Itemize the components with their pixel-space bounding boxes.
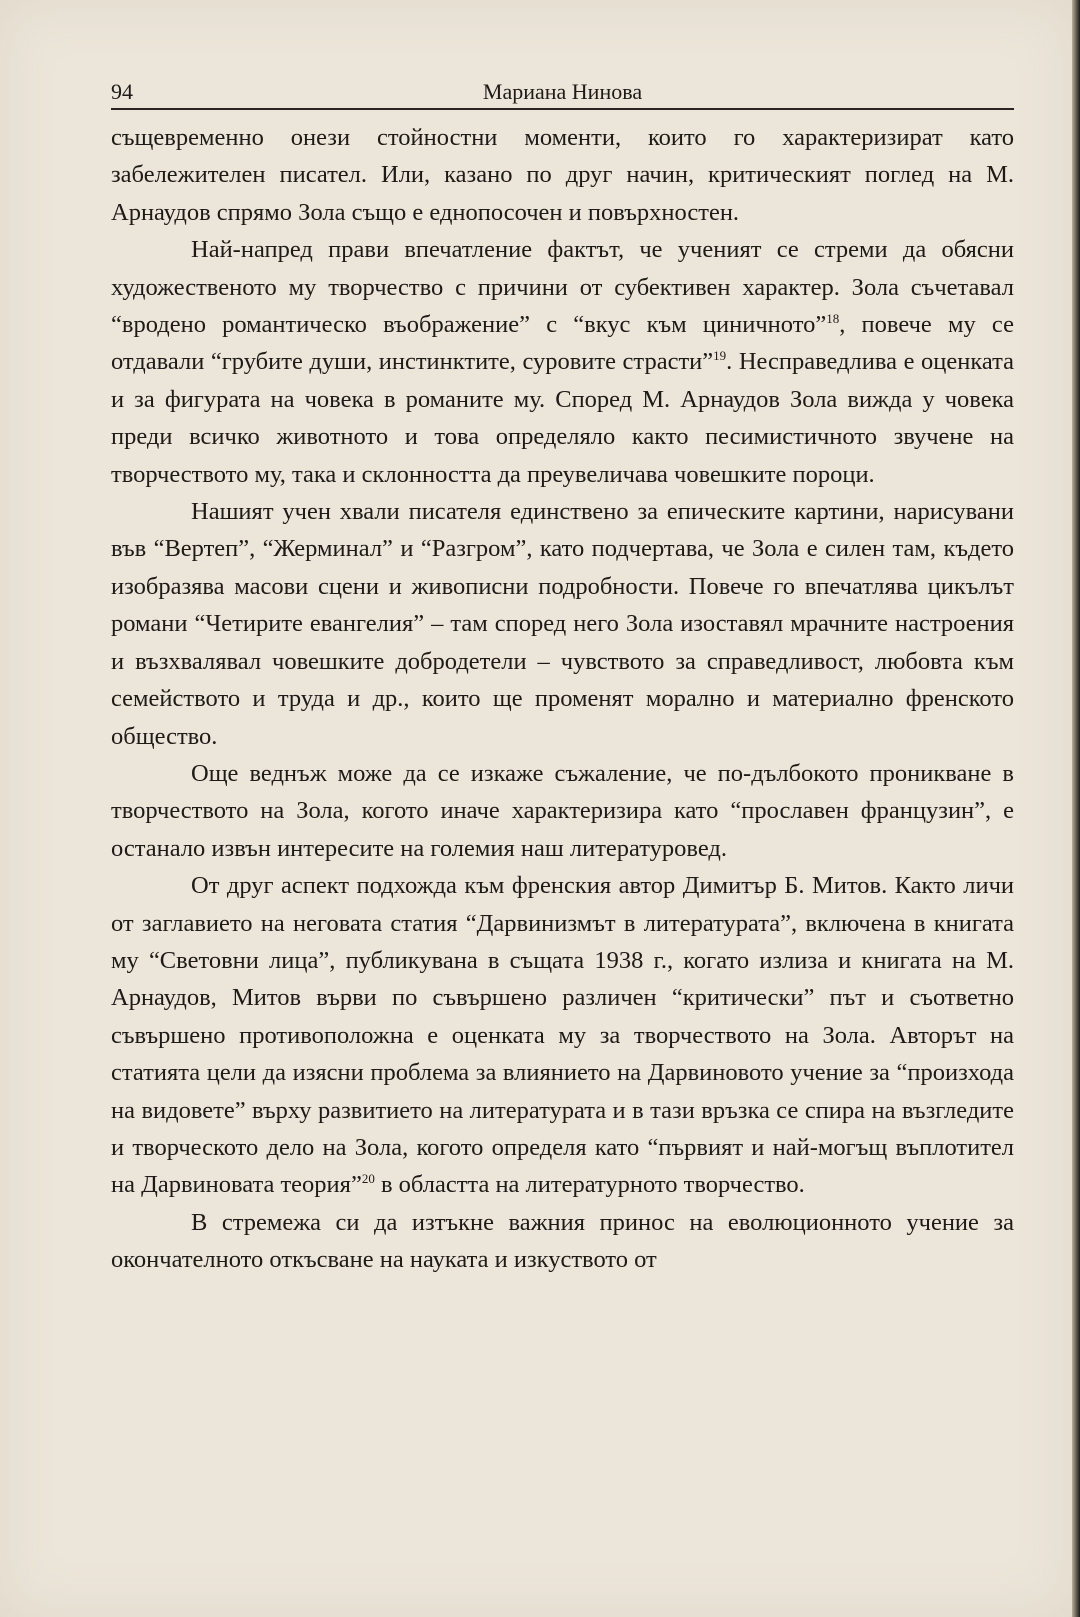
- book-spine-edge: [1072, 0, 1080, 1617]
- paragraph-text: От друг аспект подхожда към френския автор Димитър Б. Митов. Както личи от заглавието на неговата статия “Дарвинизмът в литературата”, включена в книгата му “Световни лица”, публикувана в същата 1938 г., когато излиза и книгата на М. Арнаудов, Митов върви по съвършено различен “критически” път и съответно съвършено противоположна е оценката му за творчеството на Зола. Авторът на статията цели да изясни проблема за влиянието на Дарвиновото учение за “произхода на видовете” върху развитието на литературата и в тази връзка се спира на възгледите и творческото дело на Зола, когото определя като “първият и най-могъщ въплотител на Дарвиновата теория”: [111, 872, 1014, 1199]
- paragraph-text: в областта на литературното творчество.: [374, 1171, 805, 1199]
- paragraph: В стремежа си да изтъкне важния принос на еволюционното учение за окончателното откъсване на науката и изкуството от: [111, 1208, 1014, 1274]
- running-head: Мариана Нинова: [482, 79, 643, 104]
- paragraph: същевременно онези стойностни моменти, които го характеризират като забележителен писател. Или, казано по друг начин, критическият поглед на М. Арнаудов спрямо Зола също е еднопосочен и повърхностен.: [111, 124, 1014, 226]
- paragraph-text: , повече му се отдавали “грубите души, инстинктите, суровите страсти”: [111, 311, 1014, 376]
- paragraph-text: . Несправедлива е оценката и за фигурата на човека в романите му. Според М. Арнаудов Зола вижда у човека преди всичко животното и това определяло както песимистичното звучене на творчеството му, така и склонността да преувеличава човешките пороци.: [111, 348, 1015, 488]
- paragraph: Още веднъж може да се изкаже съжаление, че по-дълбокото проникване в творчеството на Зола, когото иначе характеризира като “прославен французин”, е останало извън интересите на големия наш литературовед.: [111, 759, 1014, 862]
- page-number: 94: [111, 79, 133, 104]
- paragraph-text: Най-напред прави впечатление фактът, че ученият се стреми да обясни художественото му творчество с причини от субективен характер. Зола съчетавал “вродено романтическо въображение” с “вкус към циничното”: [111, 236, 1014, 339]
- footnote-ref: 20: [361, 1171, 375, 1187]
- page-header: [111, 78, 1014, 110]
- footnote-ref: 19: [713, 348, 727, 364]
- footnote-ref: 18: [826, 310, 840, 326]
- body-text: [111, 119, 1014, 1279]
- paragraph: [111, 231, 1014, 493]
- paragraph: Нашият учен хвали писателя единствено за епическите картини, нарисувани във “Вертеп”, “Жерминал” и “Разгром”, като подчертава, че Зола е силен там, където изобразява масови сцени и живописни подробности. Повече го впечатлява цикълът романи “Четирите евангелия” – там според него Зола изоставял мрачните настроения и възхвалявал човешките добродетели – чувството за справедливост, любовта към семейството и труда и др., които ще променят морално и материално френското общество.: [111, 498, 1014, 750]
- paragraph: [111, 867, 1014, 1204]
